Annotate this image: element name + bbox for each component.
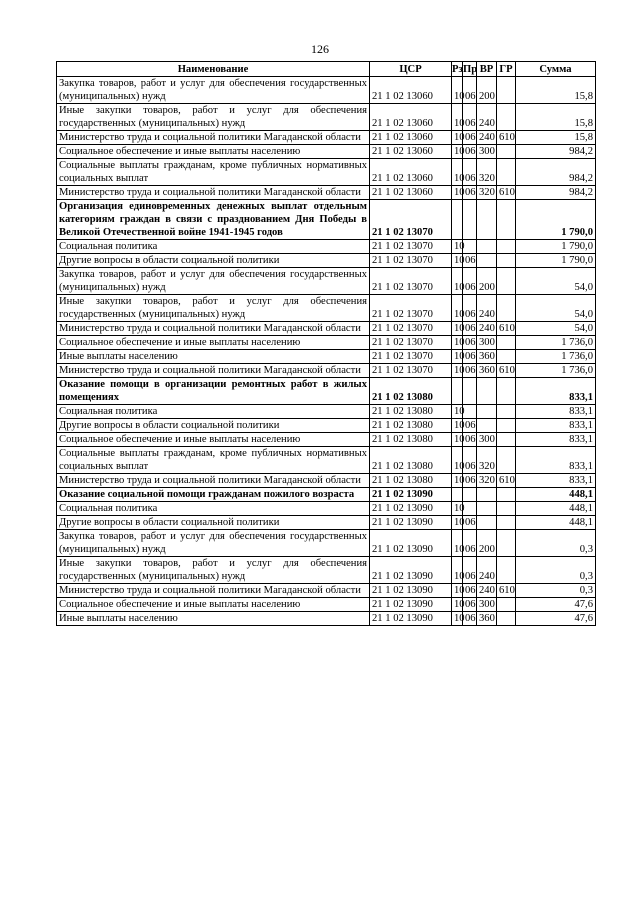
table-row <box>57 295 596 322</box>
cell-sum: 1 790,0 <box>516 240 596 254</box>
cell-rz: 10 <box>452 240 463 254</box>
cell-gr <box>497 405 516 419</box>
cell-gr <box>497 516 516 530</box>
cell-rz: 10 <box>452 268 463 295</box>
cell-vr: 300 <box>477 336 497 350</box>
table-row <box>57 145 596 159</box>
cell-csr: 21 1 02 13060 <box>370 159 452 186</box>
cell-sum: 984,2 <box>516 159 596 186</box>
cell-name: Иные выплаты населению <box>57 612 370 626</box>
cell-csr: 21 1 02 13070 <box>370 336 452 350</box>
cell-gr: 610 <box>497 474 516 488</box>
cell-rz <box>452 488 463 502</box>
column-header-vr: ВР <box>477 62 497 77</box>
cell-name: Социальное обеспечение и иные выплаты населению <box>57 598 370 612</box>
cell-csr: 21 1 02 13070 <box>370 350 452 364</box>
cell-sum: 833,1 <box>516 405 596 419</box>
cell-sum: 0,3 <box>516 584 596 598</box>
cell-gr <box>497 350 516 364</box>
cell-pr: 06 <box>463 336 477 350</box>
cell-pr: 06 <box>463 350 477 364</box>
table-row <box>57 502 596 516</box>
cell-name: Оказание помощи в организации ремонтных работ в жилых помещениях <box>57 378 370 405</box>
cell-pr: 06 <box>463 364 477 378</box>
table-row <box>57 474 596 488</box>
table-row <box>57 530 596 557</box>
table-row <box>57 612 596 626</box>
cell-sum: 1 790,0 <box>516 254 596 268</box>
cell-rz: 10 <box>452 474 463 488</box>
cell-sum: 54,0 <box>516 322 596 336</box>
column-header-csr: ЦСР <box>370 62 452 77</box>
cell-gr <box>497 378 516 405</box>
cell-sum: 0,3 <box>516 530 596 557</box>
cell-name: Иные выплаты населению <box>57 350 370 364</box>
cell-rz: 10 <box>452 254 463 268</box>
cell-pr <box>463 488 477 502</box>
cell-rz: 10 <box>452 336 463 350</box>
cell-vr: 240 <box>477 104 497 131</box>
cell-gr <box>497 502 516 516</box>
cell-rz: 10 <box>452 516 463 530</box>
cell-rz: 10 <box>452 77 463 104</box>
cell-name: Министерство труда и социальной политики Магаданской области <box>57 131 370 145</box>
cell-pr <box>463 200 477 240</box>
cell-rz: 10 <box>452 350 463 364</box>
cell-rz: 10 <box>452 186 463 200</box>
table-row <box>57 557 596 584</box>
cell-sum: 0,3 <box>516 557 596 584</box>
cell-gr <box>497 336 516 350</box>
cell-sum: 1 790,0 <box>516 200 596 240</box>
cell-pr <box>463 405 477 419</box>
table-row <box>57 364 596 378</box>
cell-pr: 06 <box>463 159 477 186</box>
cell-name: Другие вопросы в области социальной политики <box>57 254 370 268</box>
cell-gr <box>497 254 516 268</box>
cell-gr <box>497 200 516 240</box>
cell-name: Социальная политика <box>57 240 370 254</box>
cell-gr: 610 <box>497 186 516 200</box>
column-header-pr: Пр <box>463 62 477 77</box>
cell-pr: 06 <box>463 447 477 474</box>
cell-name: Министерство труда и социальной политики Магаданской области <box>57 474 370 488</box>
cell-pr: 06 <box>463 145 477 159</box>
cell-pr: 06 <box>463 433 477 447</box>
cell-gr: 610 <box>497 131 516 145</box>
cell-pr: 06 <box>463 322 477 336</box>
cell-sum: 15,8 <box>516 77 596 104</box>
cell-csr: 21 1 02 13090 <box>370 598 452 612</box>
cell-sum: 15,8 <box>516 131 596 145</box>
cell-rz: 10 <box>452 131 463 145</box>
table-row <box>57 200 596 240</box>
cell-name: Оказание социальной помощи гражданам пожилого возраста <box>57 488 370 502</box>
table-row <box>57 159 596 186</box>
cell-csr: 21 1 02 13090 <box>370 516 452 530</box>
cell-vr <box>477 488 497 502</box>
cell-pr: 06 <box>463 557 477 584</box>
cell-pr <box>463 240 477 254</box>
cell-csr: 21 1 02 13080 <box>370 447 452 474</box>
cell-name: Другие вопросы в области социальной политики <box>57 516 370 530</box>
table-row <box>57 254 596 268</box>
table-row <box>57 378 596 405</box>
cell-gr <box>497 612 516 626</box>
cell-rz: 10 <box>452 530 463 557</box>
cell-name: Иные закупки товаров, работ и услуг для обеспечения государственных (муниципальных) нужд <box>57 557 370 584</box>
cell-name: Иные закупки товаров, работ и услуг для обеспечения государственных (муниципальных) нужд <box>57 104 370 131</box>
cell-rz: 10 <box>452 447 463 474</box>
cell-name: Социальное обеспечение и иные выплаты населению <box>57 145 370 159</box>
cell-gr <box>497 419 516 433</box>
cell-pr: 06 <box>463 268 477 295</box>
cell-vr: 240 <box>477 584 497 598</box>
cell-sum: 833,1 <box>516 474 596 488</box>
cell-rz: 10 <box>452 405 463 419</box>
cell-sum: 448,1 <box>516 516 596 530</box>
cell-gr <box>497 268 516 295</box>
table-row <box>57 104 596 131</box>
cell-pr: 06 <box>463 104 477 131</box>
cell-gr <box>497 447 516 474</box>
table-row <box>57 433 596 447</box>
cell-sum: 448,1 <box>516 502 596 516</box>
table-row <box>57 77 596 104</box>
cell-gr: 610 <box>497 322 516 336</box>
cell-name: Министерство труда и социальной политики Магаданской области <box>57 322 370 336</box>
cell-vr <box>477 516 497 530</box>
column-header-gr: ГР <box>497 62 516 77</box>
cell-pr: 06 <box>463 419 477 433</box>
cell-rz: 10 <box>452 584 463 598</box>
cell-pr: 06 <box>463 131 477 145</box>
cell-name: Закупка товаров, работ и услуг для обеспечения государственных (муниципальных) нужд <box>57 77 370 104</box>
cell-pr <box>463 378 477 405</box>
cell-rz: 10 <box>452 612 463 626</box>
cell-csr: 21 1 02 13090 <box>370 502 452 516</box>
table-row <box>57 447 596 474</box>
cell-vr <box>477 200 497 240</box>
cell-csr: 21 1 02 13070 <box>370 364 452 378</box>
cell-gr <box>497 530 516 557</box>
cell-rz: 10 <box>452 419 463 433</box>
cell-csr: 21 1 02 13070 <box>370 240 452 254</box>
cell-csr: 21 1 02 13090 <box>370 584 452 598</box>
cell-gr <box>497 77 516 104</box>
table-row <box>57 516 596 530</box>
cell-name: Социальное обеспечение и иные выплаты населению <box>57 336 370 350</box>
cell-name: Закупка товаров, работ и услуг для обеспечения государственных (муниципальных) нужд <box>57 268 370 295</box>
cell-name: Социальные выплаты гражданам, кроме публичных нормативных социальных выплат <box>57 159 370 186</box>
cell-gr <box>497 433 516 447</box>
cell-csr: 21 1 02 13090 <box>370 488 452 502</box>
cell-vr: 300 <box>477 145 497 159</box>
cell-name: Закупка товаров, работ и услуг для обеспечения государственных (муниципальных) нужд <box>57 530 370 557</box>
cell-rz: 10 <box>452 364 463 378</box>
cell-sum: 833,1 <box>516 447 596 474</box>
cell-vr: 360 <box>477 364 497 378</box>
cell-csr: 21 1 02 13090 <box>370 557 452 584</box>
cell-rz: 10 <box>452 502 463 516</box>
cell-rz: 10 <box>452 104 463 131</box>
cell-rz: 10 <box>452 145 463 159</box>
cell-rz: 10 <box>452 322 463 336</box>
cell-sum: 47,6 <box>516 598 596 612</box>
cell-name: Организация единовременных денежных выплат отдельным категориям граждан в связи с празднованием Дня Победы в Великой Отечественной войне 1941-1945 годов <box>57 200 370 240</box>
cell-csr: 21 1 02 13090 <box>370 612 452 626</box>
cell-sum: 15,8 <box>516 104 596 131</box>
cell-sum: 833,1 <box>516 378 596 405</box>
cell-gr <box>497 488 516 502</box>
cell-vr: 200 <box>477 77 497 104</box>
cell-vr: 240 <box>477 131 497 145</box>
budget-table <box>56 61 596 626</box>
table-row <box>57 488 596 502</box>
cell-sum: 1 736,0 <box>516 350 596 364</box>
cell-vr: 320 <box>477 159 497 186</box>
table-row <box>57 131 596 145</box>
cell-vr: 200 <box>477 530 497 557</box>
cell-pr: 06 <box>463 584 477 598</box>
cell-gr <box>497 295 516 322</box>
cell-vr: 240 <box>477 295 497 322</box>
page-number: 126 <box>311 42 329 56</box>
column-header-name: Наименование <box>57 62 370 77</box>
table-row <box>57 186 596 200</box>
cell-gr: 610 <box>497 584 516 598</box>
cell-vr: 320 <box>477 474 497 488</box>
cell-vr: 240 <box>477 557 497 584</box>
cell-name: Социальное обеспечение и иные выплаты населению <box>57 433 370 447</box>
cell-pr: 06 <box>463 530 477 557</box>
cell-csr: 21 1 02 13060 <box>370 131 452 145</box>
cell-sum: 47,6 <box>516 612 596 626</box>
cell-pr: 06 <box>463 598 477 612</box>
cell-rz: 10 <box>452 433 463 447</box>
cell-name: Социальная политика <box>57 405 370 419</box>
table-body <box>57 77 596 626</box>
cell-gr <box>497 104 516 131</box>
cell-gr <box>497 145 516 159</box>
cell-vr <box>477 254 497 268</box>
cell-csr: 21 1 02 13080 <box>370 378 452 405</box>
table-row <box>57 350 596 364</box>
cell-gr <box>497 598 516 612</box>
cell-name: Министерство труда и социальной политики Магаданской области <box>57 364 370 378</box>
cell-csr: 21 1 02 13070 <box>370 200 452 240</box>
cell-csr: 21 1 02 13070 <box>370 295 452 322</box>
cell-pr: 06 <box>463 474 477 488</box>
cell-vr: 200 <box>477 268 497 295</box>
table-row <box>57 240 596 254</box>
cell-vr: 360 <box>477 612 497 626</box>
cell-sum: 984,2 <box>516 186 596 200</box>
table-row <box>57 268 596 295</box>
cell-gr <box>497 240 516 254</box>
cell-name: Другие вопросы в области социальной политики <box>57 419 370 433</box>
table-row <box>57 322 596 336</box>
cell-vr <box>477 378 497 405</box>
cell-name: Иные закупки товаров, работ и услуг для обеспечения государственных (муниципальных) нужд <box>57 295 370 322</box>
table-row <box>57 419 596 433</box>
cell-vr <box>477 502 497 516</box>
cell-csr: 21 1 02 13060 <box>370 145 452 159</box>
table-row <box>57 584 596 598</box>
cell-csr: 21 1 02 13070 <box>370 268 452 295</box>
cell-sum: 1 736,0 <box>516 364 596 378</box>
table-row <box>57 405 596 419</box>
cell-sum: 54,0 <box>516 295 596 322</box>
cell-gr <box>497 557 516 584</box>
cell-sum: 448,1 <box>516 488 596 502</box>
cell-pr: 06 <box>463 612 477 626</box>
cell-csr: 21 1 02 13070 <box>370 254 452 268</box>
cell-sum: 833,1 <box>516 419 596 433</box>
cell-rz: 10 <box>452 598 463 612</box>
cell-vr <box>477 240 497 254</box>
cell-csr: 21 1 02 13080 <box>370 419 452 433</box>
column-header-sum: Сумма <box>516 62 596 77</box>
cell-csr: 21 1 02 13070 <box>370 322 452 336</box>
cell-pr: 06 <box>463 186 477 200</box>
cell-sum: 833,1 <box>516 433 596 447</box>
cell-csr: 21 1 02 13060 <box>370 77 452 104</box>
cell-rz: 10 <box>452 557 463 584</box>
cell-rz <box>452 378 463 405</box>
column-header-rz: Рз <box>452 62 463 77</box>
cell-vr: 320 <box>477 447 497 474</box>
cell-csr: 21 1 02 13060 <box>370 104 452 131</box>
cell-vr: 320 <box>477 186 497 200</box>
cell-csr: 21 1 02 13090 <box>370 530 452 557</box>
cell-pr: 06 <box>463 295 477 322</box>
cell-vr: 240 <box>477 322 497 336</box>
cell-rz: 10 <box>452 295 463 322</box>
cell-vr: 300 <box>477 433 497 447</box>
cell-rz: 10 <box>452 159 463 186</box>
cell-csr: 21 1 02 13080 <box>370 405 452 419</box>
cell-vr: 360 <box>477 350 497 364</box>
cell-gr: 610 <box>497 364 516 378</box>
cell-pr <box>463 502 477 516</box>
table-row <box>57 598 596 612</box>
cell-csr: 21 1 02 13080 <box>370 474 452 488</box>
cell-pr: 06 <box>463 77 477 104</box>
cell-name: Социальные выплаты гражданам, кроме публичных нормативных социальных выплат <box>57 447 370 474</box>
cell-vr <box>477 405 497 419</box>
cell-pr: 06 <box>463 254 477 268</box>
cell-gr <box>497 159 516 186</box>
cell-vr: 300 <box>477 598 497 612</box>
cell-sum: 1 736,0 <box>516 336 596 350</box>
cell-name: Социальная политика <box>57 502 370 516</box>
cell-name: Министерство труда и социальной политики Магаданской области <box>57 584 370 598</box>
cell-name: Министерство труда и социальной политики Магаданской области <box>57 186 370 200</box>
table-row <box>57 336 596 350</box>
cell-sum: 984,2 <box>516 145 596 159</box>
cell-rz <box>452 200 463 240</box>
cell-csr: 21 1 02 13080 <box>370 433 452 447</box>
cell-vr <box>477 419 497 433</box>
cell-sum: 54,0 <box>516 268 596 295</box>
cell-csr: 21 1 02 13060 <box>370 186 452 200</box>
table-header-row <box>57 62 596 77</box>
cell-pr: 06 <box>463 516 477 530</box>
